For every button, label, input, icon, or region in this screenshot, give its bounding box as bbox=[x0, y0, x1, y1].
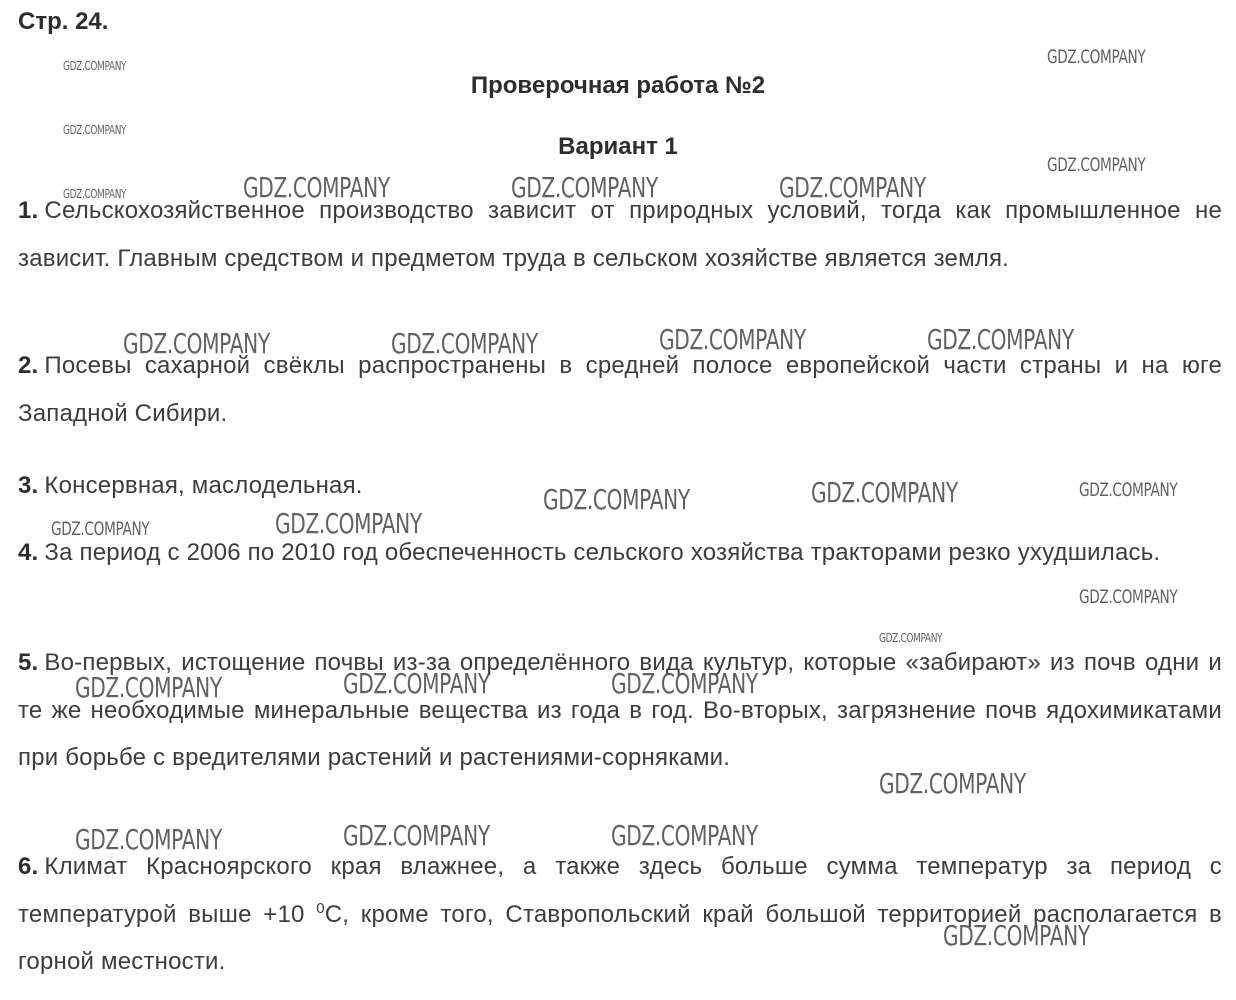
watermark: GDZ.COMPANY bbox=[63, 187, 127, 201]
answer-number: 1. bbox=[18, 197, 39, 224]
answer-text: Посевы сахарной свёклы распространены в средней полосе европейской части страны и на юге Западной Сибири. bbox=[18, 352, 1222, 427]
watermark: GDZ.COMPANY bbox=[1079, 479, 1178, 501]
watermark: GDZ.COMPANY bbox=[75, 823, 222, 856]
watermark: GDZ.COMPANY bbox=[123, 327, 270, 360]
worksheet-title: Проверочная работа №2 bbox=[470, 72, 766, 99]
watermark: GDZ.COMPANY bbox=[275, 507, 422, 540]
answer-5 bbox=[18, 639, 1222, 782]
watermark: GDZ.COMPANY bbox=[243, 171, 390, 204]
answer-number: 3. bbox=[18, 472, 39, 499]
watermark: GDZ.COMPANY bbox=[1079, 586, 1178, 608]
watermark: GDZ.COMPANY bbox=[779, 171, 926, 204]
watermark: GDZ.COMPANY bbox=[611, 667, 758, 700]
watermark: GDZ.COMPANY bbox=[63, 123, 127, 137]
watermark: GDZ.COMPANY bbox=[63, 59, 127, 73]
watermark: GDZ.COMPANY bbox=[511, 171, 658, 204]
answer-text: Во-первых, истощение почвы из-за определённого вида культур, которые «забирают» из почв одни и те же необходимые минеральные вещества из года в год. Во-вторых, загрязнение почв ядохимикатами при борьбе с вредителями растений и растениями-сорняками. bbox=[18, 649, 1222, 771]
answer-text: Сельскохозяйственное производство зависит от природных условий, тогда как промышленное не зависит. Главным средством и предметом труда в сельском хозяйстве является земля. bbox=[18, 197, 1222, 272]
watermark: GDZ.COMPANY bbox=[879, 631, 943, 645]
variant-heading: Вариант 1 bbox=[558, 133, 678, 160]
page-number: Стр. 24. bbox=[18, 8, 109, 35]
answer-number: 6. bbox=[18, 853, 39, 880]
answer-number: 2. bbox=[18, 352, 39, 379]
watermark: GDZ.COMPANY bbox=[927, 323, 1074, 356]
watermark: GDZ.COMPANY bbox=[659, 323, 806, 356]
watermark: GDZ.COMPANY bbox=[1047, 154, 1146, 176]
watermark: GDZ.COMPANY bbox=[343, 819, 490, 852]
answer-text: За период с 2006 по 2010 год обеспеченность сельского хозяйства тракторами резко ухудшилась. bbox=[44, 539, 1161, 566]
watermark: GDZ.COMPANY bbox=[51, 518, 150, 540]
answer-text: Климат Красноярского края влажнее, а также здесь больше сумма температур за период с температурой выше +10 bbox=[18, 853, 1222, 928]
answer-6 bbox=[18, 843, 1222, 986]
watermark: GDZ.COMPANY bbox=[1047, 46, 1146, 68]
answer-number: 5. bbox=[18, 649, 39, 676]
answer-text: Консервная, маслодельная. bbox=[44, 472, 363, 499]
watermark: GDZ.COMPANY bbox=[611, 819, 758, 852]
answer-text-continued: С, кроме того, Ставропольский край большой территорией располагается в горной местности. bbox=[18, 900, 1222, 975]
watermark: GDZ.COMPANY bbox=[543, 483, 690, 516]
watermark: GDZ.COMPANY bbox=[943, 919, 1090, 952]
degree-superscript: 0 bbox=[316, 899, 325, 917]
watermark: GDZ.COMPANY bbox=[391, 327, 538, 360]
answer-number: 4. bbox=[18, 539, 39, 566]
answer-4 bbox=[18, 529, 1222, 577]
watermark: GDZ.COMPANY bbox=[343, 667, 490, 700]
watermark: GDZ.COMPANY bbox=[879, 767, 1026, 800]
watermark: GDZ.COMPANY bbox=[75, 671, 222, 704]
watermark: GDZ.COMPANY bbox=[811, 476, 958, 509]
